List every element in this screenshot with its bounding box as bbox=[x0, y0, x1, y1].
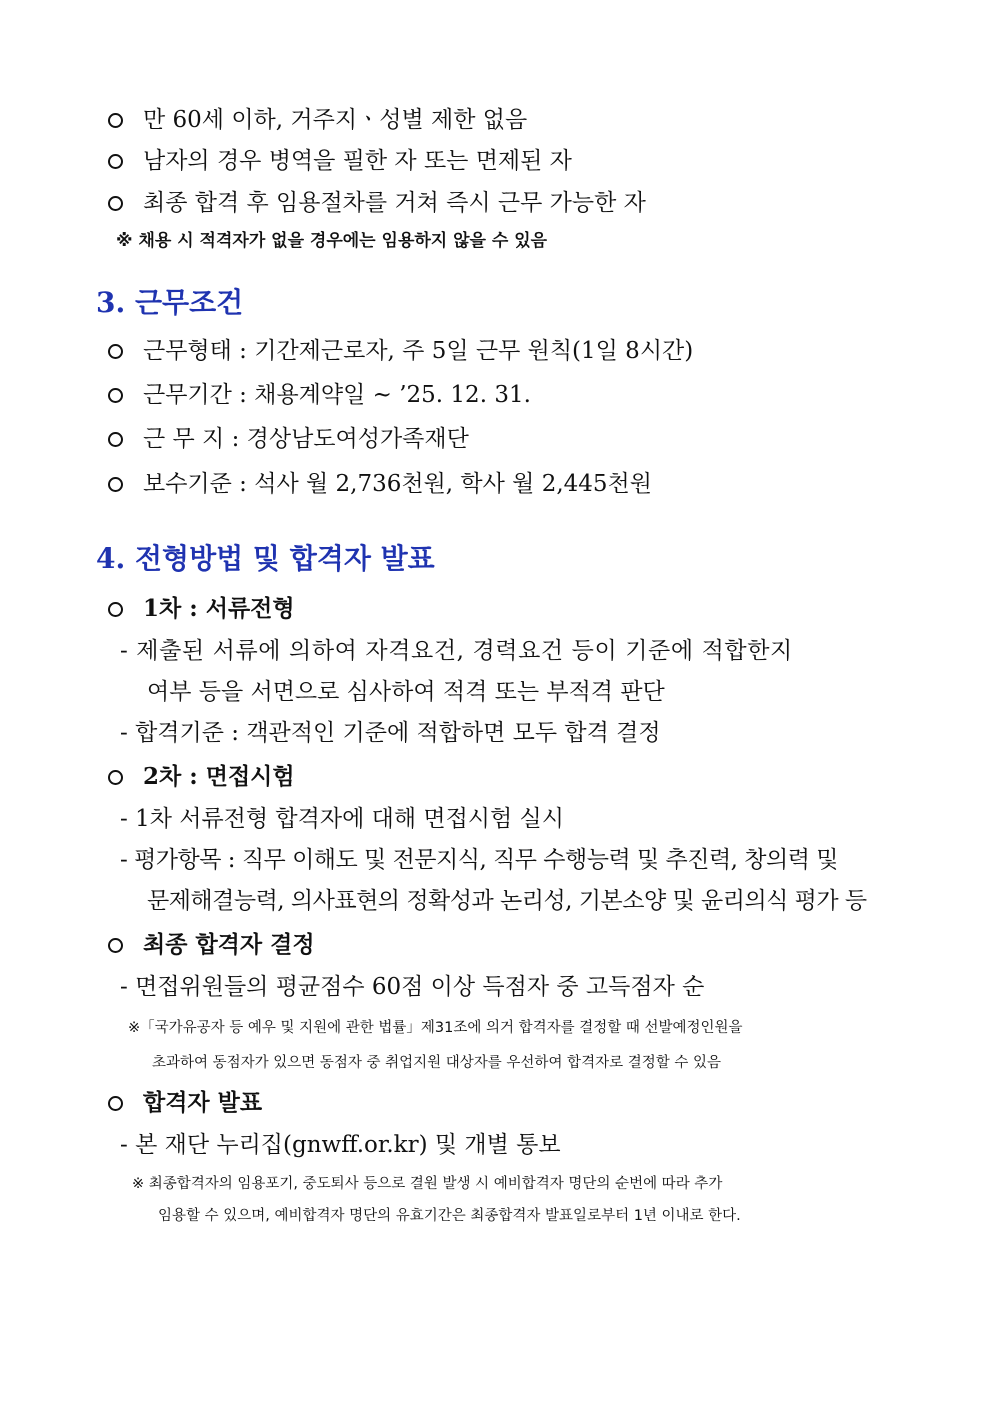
item-text: 근무형태 : 기간제근로자, 주 5일 근무 원칙(1일 8시간) bbox=[143, 338, 694, 364]
announce-line: - 본 재단 누리집(gnwff.or.kr) 및 개별 통보 bbox=[120, 1132, 561, 1158]
intro-item-text: 남자의 경우 병역을 필한 자 또는 면제된 자 bbox=[143, 148, 572, 174]
circle-bullet-icon bbox=[108, 1096, 123, 1111]
section-title: 전형방법 및 합격자 발표 bbox=[134, 542, 435, 575]
circle-bullet-icon bbox=[108, 602, 123, 617]
stage-2-line: - 1차 서류전형 합격자에 대해 면접시험 실시 bbox=[120, 806, 564, 832]
stage-label-text: 합격자 발표 bbox=[143, 1089, 263, 1116]
section-3-item bbox=[108, 469, 652, 499]
item-text: 보수기준 : 석사 월 2,736천원, 학사 월 2,445천원 bbox=[143, 471, 652, 497]
stage-1-line: - 제출된 서류에 의하여 자격요건, 경력요건 등이 기준에 적합한지 bbox=[120, 638, 793, 664]
stage-2-line: - 평가항목 : 직무 이해도 및 전문지식, 직무 수행능력 및 추진력, 창의력 및 bbox=[120, 847, 838, 873]
circle-bullet-icon bbox=[108, 432, 123, 447]
section-3-item bbox=[108, 380, 531, 410]
intro-item bbox=[108, 146, 572, 176]
circle-bullet-icon bbox=[108, 113, 123, 128]
item-text: 근무기간 : 채용계약일 ~ ’25. 12. 31. bbox=[143, 382, 531, 408]
stage-2-label bbox=[108, 762, 295, 792]
stage-1-label bbox=[108, 594, 295, 624]
circle-bullet-icon bbox=[108, 154, 123, 169]
final-decision-note: ※「국가유공자 등 예우 및 지원에 관한 법률」제31조에 의거 합격자를 결정할 때 선발예정인원을 bbox=[128, 1020, 743, 1036]
circle-bullet-icon bbox=[108, 770, 123, 785]
intro-item-text: 만 60세 이하, 거주지ㆍ성별 제한 없음 bbox=[143, 107, 528, 133]
final-decision-line: - 면접위원들의 평균점수 60점 이상 득점자 중 고득점자 순 bbox=[120, 974, 705, 1000]
section-number: 4. bbox=[96, 542, 126, 575]
stage-1-line: - 합격기준 : 객관적인 기준에 적합하면 모두 합격 결정 bbox=[120, 720, 661, 746]
section-number: 3. bbox=[96, 286, 126, 319]
intro-item bbox=[108, 105, 527, 135]
stage-label-text: 2차 : 면접시험 bbox=[143, 763, 295, 790]
final-decision-label bbox=[108, 930, 315, 960]
circle-bullet-icon bbox=[108, 938, 123, 953]
announce-note: 임용할 수 있으며, 예비합격자 명단의 유효기간은 최종합격자 발표일로부터 1년 이내로 한다. bbox=[158, 1208, 741, 1224]
stage-label-text: 최종 합격자 결정 bbox=[143, 931, 315, 958]
stage-label-text: 1차 : 서류전형 bbox=[143, 595, 295, 622]
intro-item bbox=[108, 188, 646, 218]
stage-2-line: 문제해결능력, 의사표현의 정확성과 논리성, 기본소양 및 윤리의식 평가 등 bbox=[147, 888, 867, 914]
stage-1-line: 여부 등을 서면으로 심사하여 적격 또는 부적격 판단 bbox=[147, 679, 665, 705]
announce-note: ※ 최종합격자의 임용포기, 중도퇴사 등으로 결원 발생 시 예비합격자 명단의 순번에 따라 추가 bbox=[132, 1176, 723, 1192]
intro-note: ※ 채용 시 적격자가 없을 경우에는 임용하지 않을 수 있음 bbox=[116, 231, 548, 251]
circle-bullet-icon bbox=[108, 477, 123, 492]
section-3-item bbox=[108, 424, 469, 454]
item-text: 근 무 지 : 경상남도여성가족재단 bbox=[143, 426, 469, 452]
announce-label bbox=[108, 1088, 262, 1118]
section-3-item bbox=[108, 336, 693, 366]
circle-bullet-icon bbox=[108, 344, 123, 359]
section-4-heading bbox=[96, 541, 435, 577]
circle-bullet-icon bbox=[108, 388, 123, 403]
final-decision-note: 초과하여 동점자가 있으면 동점자 중 취업지원 대상자를 우선하여 합격자로 결정할 수 있음 bbox=[152, 1055, 721, 1071]
intro-item-text: 최종 합격 후 임용절차를 거쳐 즉시 근무 가능한 자 bbox=[143, 190, 646, 216]
section-title: 근무조건 bbox=[134, 286, 244, 319]
section-3-heading bbox=[96, 285, 243, 321]
circle-bullet-icon bbox=[108, 196, 123, 211]
